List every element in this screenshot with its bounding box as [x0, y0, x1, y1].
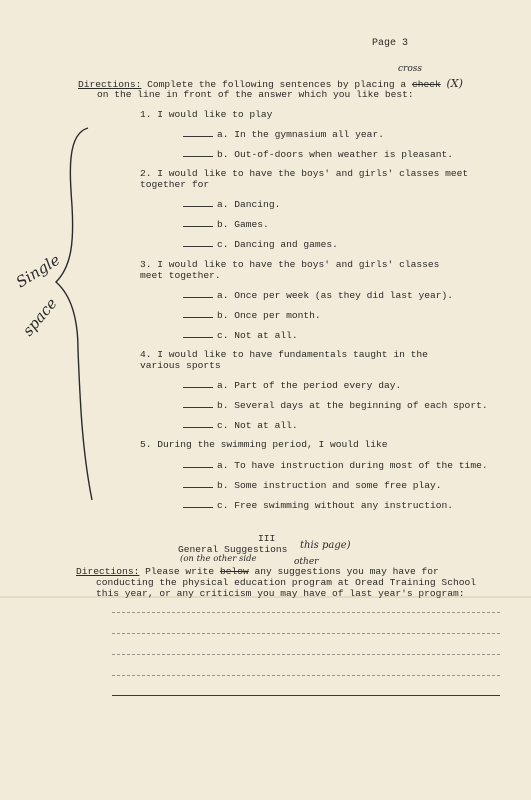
option-text: a. Dancing.: [217, 199, 281, 210]
option-text: b. Some instruction and some free play.: [217, 480, 442, 491]
handwritten-title-note: this page): [300, 540, 351, 551]
writing-line[interactable]: [112, 675, 500, 676]
directions2-text: Please write: [139, 566, 220, 577]
question-3-stem-cont: meet together.: [140, 270, 221, 281]
question-5-stem: 5. During the swimming period, I would like: [140, 439, 388, 450]
handwritten-mark: (X): [446, 77, 463, 90]
question-2-stem: 2. I would like to have the boys' and girls' classes meet: [140, 168, 469, 179]
option-text: b. Several days at the beginning of each sport.: [217, 400, 488, 411]
directions-label: Directions:: [78, 79, 142, 90]
handwritten-sub-note: (on the other side: [180, 554, 257, 564]
question-4-stem: 4. I would like to have fundamentals taught in the: [140, 349, 428, 360]
option-text: a. To have instruction during most of the time.: [217, 460, 488, 471]
directions2-label: Directions:: [76, 566, 140, 577]
option-text: c. Dancing and games.: [217, 239, 338, 250]
writing-line[interactable]: [112, 633, 500, 634]
question-3-stem: 3. I would like to have the boys' and girls' classes: [140, 259, 440, 270]
option-text: c. Free swimming without any instruction.: [217, 500, 454, 511]
option-text: c. Not at all.: [217, 330, 298, 341]
directions2-line-2: conducting the physical education program at Oread Training School: [96, 577, 476, 588]
handwritten-insert-2: other: [294, 557, 319, 567]
writing-line[interactable]: [112, 695, 500, 696]
section-title: General Suggestions: [178, 544, 288, 555]
writing-line[interactable]: [112, 654, 500, 655]
writing-line[interactable]: [112, 612, 500, 613]
option-text: a. Part of the period every day.: [217, 380, 402, 391]
handwritten-insert: cross: [398, 64, 422, 74]
margin-note-space: space: [18, 294, 61, 340]
option-text: c. Not at all.: [217, 420, 298, 431]
question-1-stem: 1. I would like to play: [140, 109, 273, 120]
directions2-line-1: [76, 566, 439, 577]
question-2-stem-cont: together for: [140, 179, 210, 190]
question-4-stem-cont: various sports: [140, 360, 221, 371]
directions2-line-3: this year, or any criticism you may have of last year's program:: [96, 588, 465, 599]
section-number: III: [258, 533, 276, 544]
margin-note-single: Single: [12, 250, 64, 292]
directions-line-2: on the line in front of the answer which you like best:: [97, 89, 414, 100]
struck-word: below: [219, 566, 249, 577]
page-number: Page 3: [372, 38, 409, 49]
directions-text: Complete the following sentences by placing a: [141, 79, 412, 90]
option-text: a. In the gymnasium all year.: [217, 129, 384, 140]
directions2-text-end: any suggestions you may have for: [248, 566, 439, 577]
option-text: b. Once per month.: [217, 310, 321, 321]
option-text: b. Games.: [217, 219, 269, 230]
option-text: b. Out-of-doors when weather is pleasant.: [217, 149, 454, 160]
option-text: a. Once per week (as they did last year).: [217, 290, 454, 301]
struck-word: check: [411, 79, 441, 90]
